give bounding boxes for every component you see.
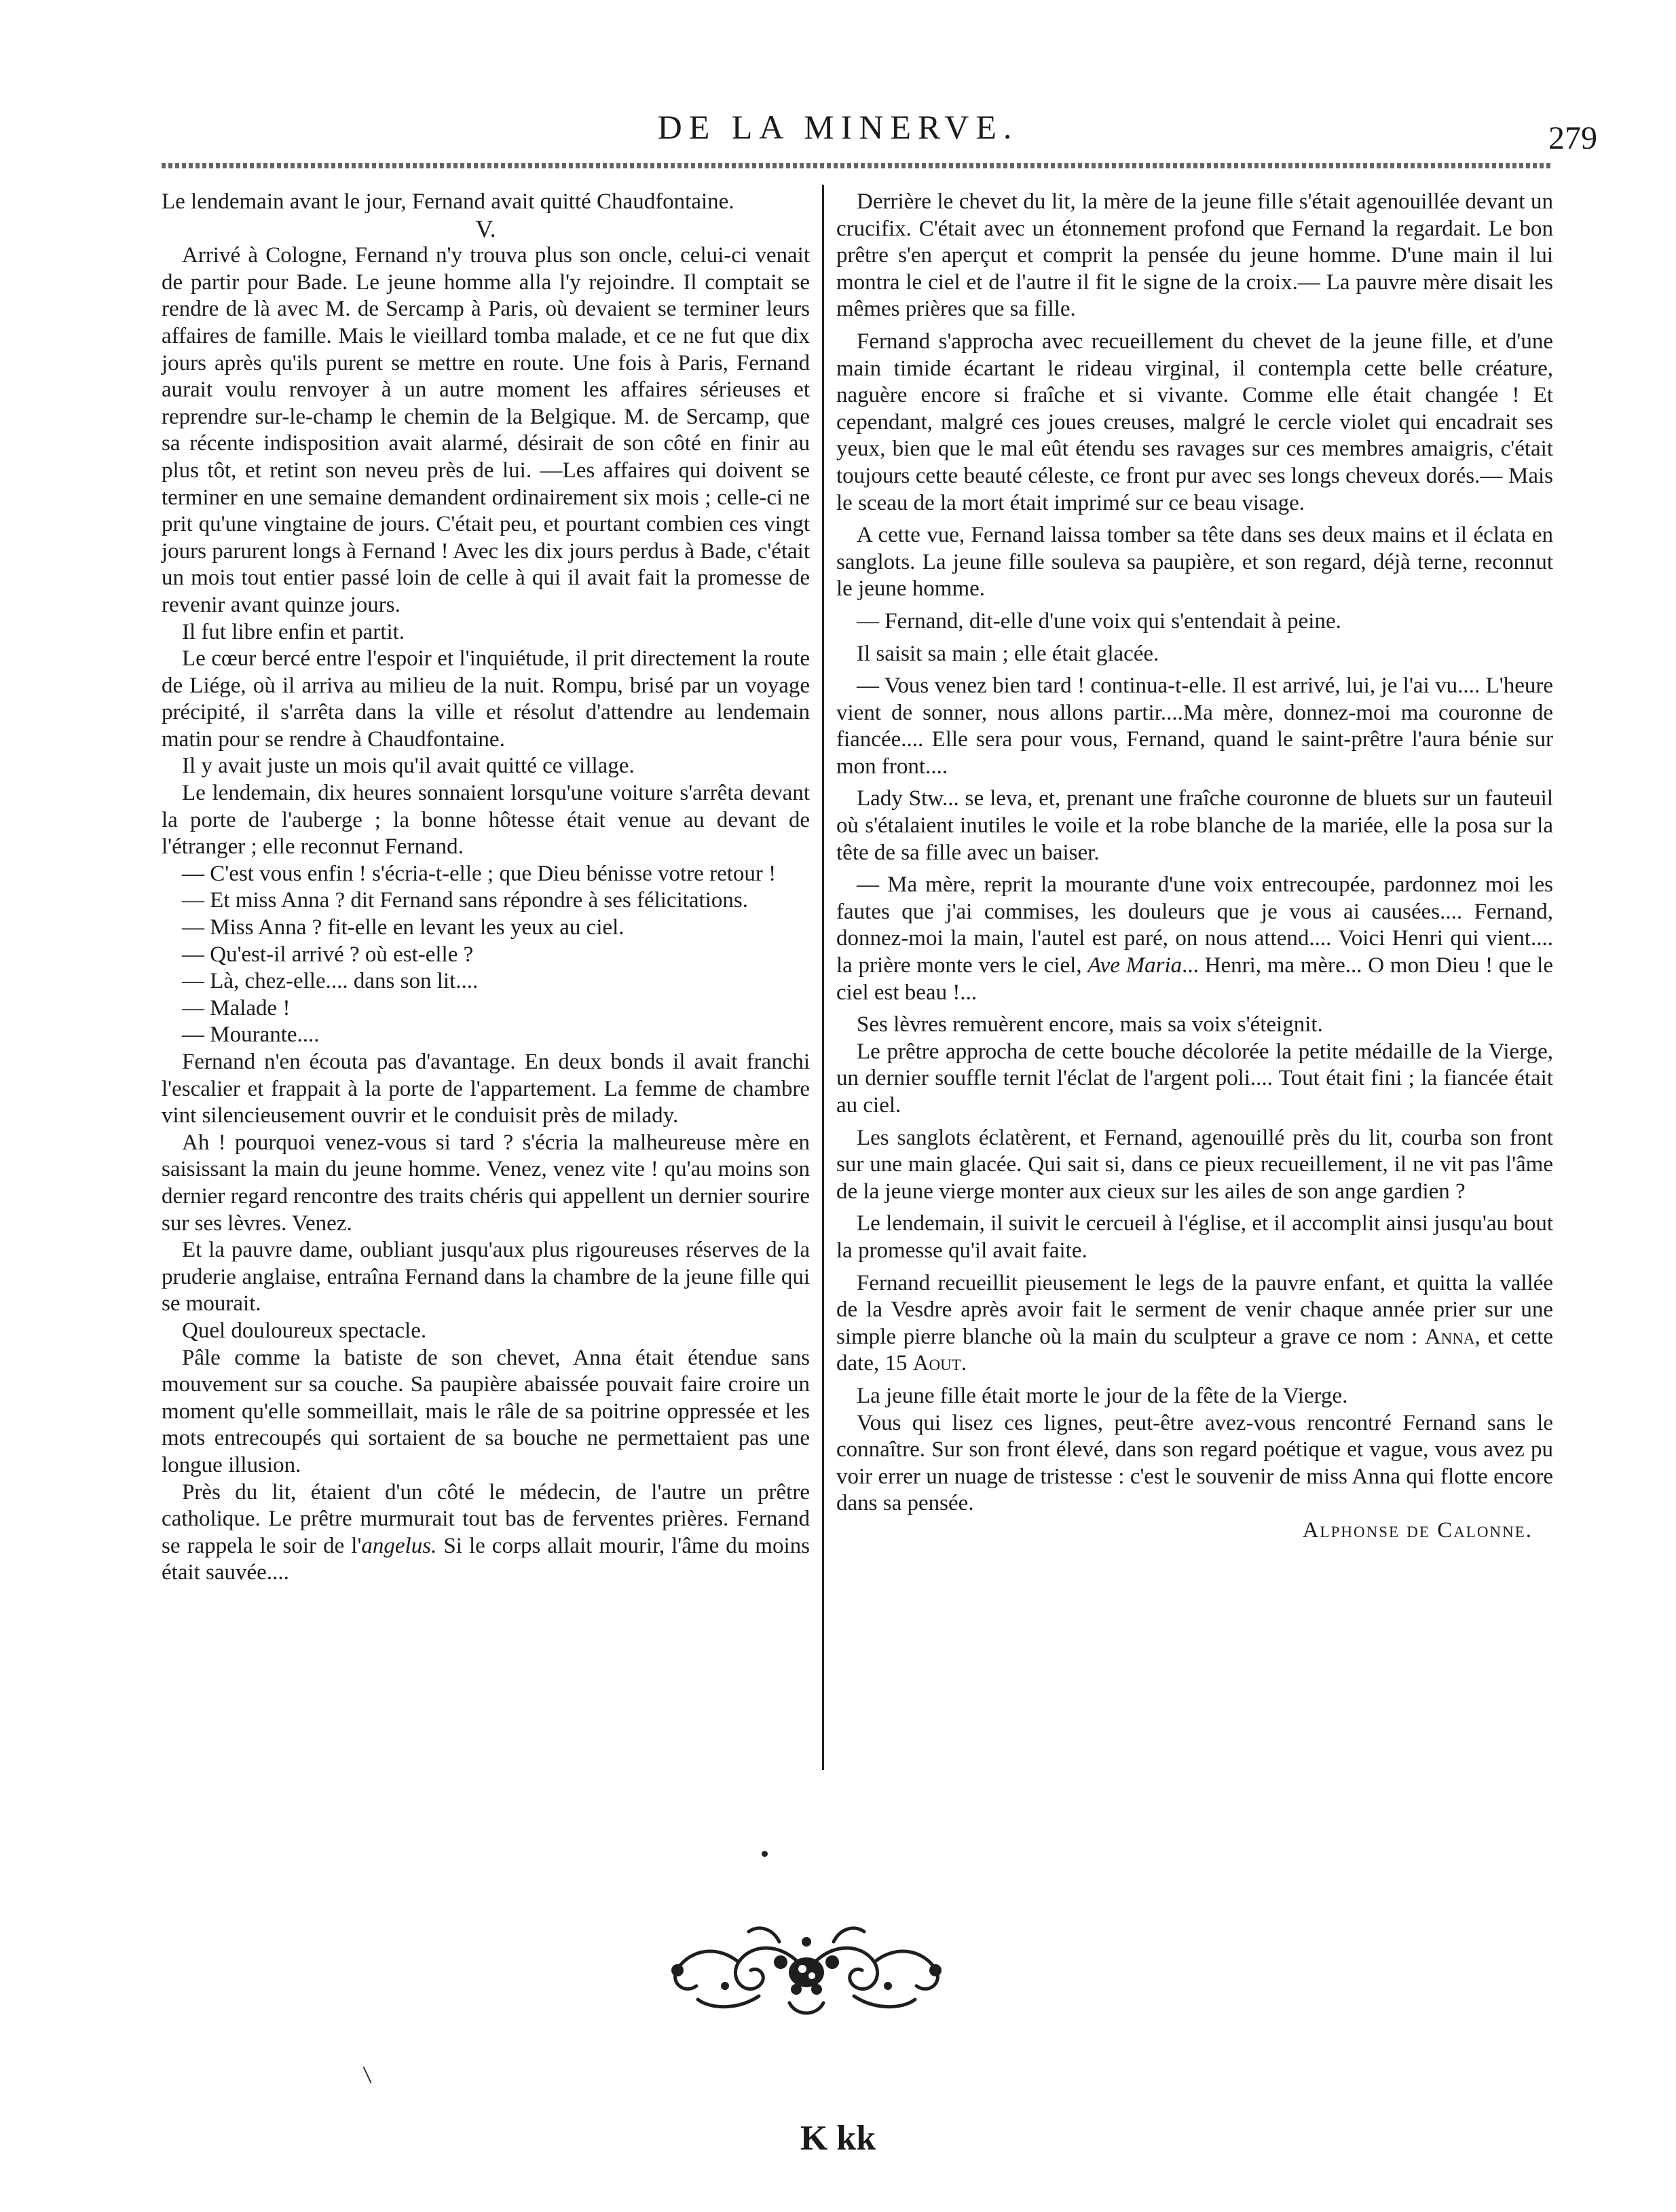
paragraph: — Là, chez-elle.... dans son lit.... — [182, 969, 479, 994]
paragraph: Le cœur bercé entre l'espoir et l'inquiétude, il prit directement la route de Liége, où il arriva au milieu de la nuit. Rompu, brisé par un voyage précipité, il s'arrêta dans la ville et résolut d'attendre au lendemain matin pour se rendre à Chaudfontaine. — [162, 646, 810, 752]
paragraph: Derrière le chevet du lit, la mère de la jeune fille s'était agenouillée devant un crucifix. C'était avec un étonnement profond que Fernand la regardait. Le bon prêtre s'en aperçut et comprit la pensée du jeune homme. D'une main il lui montra le ciel et de l'autre il fit le signe de la croix.— La pauvre mère disait les mêmes prières que sa fille. — [836, 189, 1553, 322]
printer-dot — [762, 1851, 768, 1857]
paragraph: Le lendemain, dix heures sonnaient lorsqu'une voiture s'arrêta devant la porte de l'auberge ; la bonne hôtesse était venue au devant de l'étranger ; elle reconnut Fernand. — [162, 781, 810, 860]
paragraph: — Qu'est-il arrivé ? où est-elle ? — [182, 942, 474, 967]
paragraph: Le lendemain, il suivit le cercueil à l'église, et il accomplit ainsi jusqu'au bout la promesse qu'il avait faite. — [836, 1211, 1553, 1263]
paragraph: Les sanglots éclatèrent, et Fernand, agenouillé près du lit, courba son front sur une main glacée. Qui sait si, dans ce pieux recueillement, il ne vit pas l'âme de la jeune vierge monter aux cieux sur les ailes de son ange gardien ? — [836, 1125, 1553, 1204]
paragraph: Quel douloureux spectacle. — [182, 1318, 427, 1343]
column-divider — [822, 185, 824, 1770]
paragraph: — Fernand, dit-elle d'une voix qui s'entendait à peine. — [857, 608, 1341, 633]
paragraph-text: . — [961, 1351, 967, 1376]
paragraph-text: ... Henri, ma mère... O mon Dieu ! que le ciel est beau !... — [836, 953, 1553, 1005]
signature-mark: K kk — [800, 2119, 876, 2158]
paragraph: Vous qui lisez ces lignes, peut-être avez-vous rencontré Fernand sans le connaître. Sur son front élevé, dans son regard poétique et vague, vous avez pu voir errer un nuage de tristesse : c'est le souvenir de miss Anna qui flotte encore dans sa pensée. — [836, 1410, 1553, 1516]
paragraph-text: — Ma mère, reprit la mourante d'une voix entrecoupée, pardonnez moi les fautes que j'ai commises, les douleurs que je vous ai causées.... Fernand, donnez-moi la main, l'autel est paré, on nous attend.... Voici Henri qui vient.... la prière monte vers le ciel, — [836, 872, 1553, 978]
paragraph — [836, 872, 1553, 1006]
paragraph — [162, 1479, 810, 1587]
paragraph: Pâle comme la batiste de son chevet, Anna était étendue sans mouvement sur sa couche. Sa paupière abaissée pouvait faire croire un moment qu'elle sommeillait, mais le râle de sa poitrine oppressée et les mots entrecoupés qui sortaient de sa bouche ne permettaient pas une longue illusion. — [162, 1345, 810, 1477]
author-signature: Alphonse de Calonne. — [1302, 1517, 1533, 1543]
header-rule — [162, 163, 1553, 168]
section-heading: V. — [475, 215, 496, 242]
paragraph: — Vous venez bien tard ! continua-t-elle. Il est arrivé, lui, je l'ai vu.... L'heure vient de sonner, nous allons partir....Ma mère, donnez-moi ma couronne de fiancée.... Elle sera pour vous, Fernand, quand le saint-prêtre l'aura bénie sur mon front.... — [836, 674, 1553, 779]
paragraph: Arrivé à Cologne, Fernand n'y trouva plus son oncle, celui-ci venait de partir pour Bade. Le jeune homme alla l'y rejoindre. Il comptait se rendre de là avec M. de Sercamp à Paris, où devaient se terminer leurs affaires de famille. Mais le vieillard tomba malade, et ce ne fut que dix jours après qu'ils purent se mettre en route. Une fois à Paris, Fernand aurait voulu renvoyer à un autre moment les affaires sérieuses et reprendre sur-le-champ le chemin de la Belgique. M. de Sercamp, que sa récente indisposition avait alarmé, désirait de son côté en finir au plus tôt, et retint son neveu près de lui. —Les affaires qui doivent se terminer en une semaine demandent ordinairement six mois ; celle-ci ne prit qu'une vingtaine de jours. C'était peu, et pourtant combien ces vingt jours parurent longs à Fernand ! Avec les dix jours perdus à Bade, c'était un mois tout entier passé loin de celle à qui il avait fait la promesse de revenir avant quinze jours. — [162, 243, 810, 617]
paragraph-text: Si le corps allait mourir, l'âme du moins était sauvée.... — [162, 1533, 810, 1585]
paragraph: — Malade ! — [182, 995, 291, 1020]
paragraph: Il fut libre enfin et partit. — [182, 619, 405, 644]
paragraph: — C'est vous enfin ! s'écria-t-elle ; que Dieu bénisse votre retour ! — [182, 861, 777, 886]
paragraph: Le lendemain avant le jour, Fernand avait quitté Chaudfontaine. — [162, 189, 734, 214]
paragraph — [836, 1270, 1553, 1378]
paragraph: — Et miss Anna ? dit Fernand sans répondre à ses félicitations. — [182, 888, 748, 913]
paragraph: Et la pauvre dame, oubliant jusqu'aux plus rigoureuses réserves de la pruderie anglaise, entraîna Fernand dans la chambre de la jeune fille qui se mourait. — [162, 1238, 810, 1316]
engraved-name: Anna — [1424, 1324, 1475, 1349]
angelus-word: angelus. — [361, 1533, 437, 1558]
paragraph: La jeune fille était morte le jour de la fête de la Vierge. — [857, 1383, 1348, 1408]
paragraph-text: Près du lit, étaient d'un côté le médecin, de l'autre un prêtre catholique. Le prêtre murmurait tout bas de ferventes prières. Fernand se rappela le soir de l' — [162, 1479, 810, 1558]
page-number: 279 — [1548, 120, 1597, 156]
paragraph: Ses lèvres remuèrent encore, mais sa voix s'éteignit. — [857, 1012, 1323, 1037]
engraved-month: Aout — [912, 1351, 961, 1376]
paragraph: Lady Stw... se leva, et, prenant une fraîche couronne de bluets sur un fauteuil où s'étalaient inutiles le voile et la robe blanche de la mariée, elle la posa sur la tête de sa fille avec un baiser. — [836, 786, 1553, 865]
ave-maria-words: Ave Maria — [1087, 953, 1182, 978]
paragraph: A cette vue, Fernand laissa tomber sa tête dans ses deux mains et il éclata en sanglots. La jeune fille souleva sa paupière, et son regard, déjà terne, reconnut le jeune homme. — [836, 523, 1553, 602]
running-title: DE LA MINERVE. — [657, 108, 1019, 146]
paragraph: — Miss Anna ? fit-elle en levant les yeux au ciel. — [182, 915, 625, 940]
paragraph: — Mourante.... — [182, 1022, 320, 1048]
paragraph: Fernand s'approcha avec recueillement du chevet de la jeune fille, et d'une main timide écartant le rideau virginal, il contempla cette belle créature, naguère encore si fraîche et si vivante. Comme elle était changée ! Et cependant, malgré ces joues creuses, malgré le cercle violet qui encadrait ses yeux, bien que le mal eût étendu ses ravages sur ces membres amaigris, c'était toujours cette beauté céleste, ce front pur avec ses longs cheveux dorés.— Mais le sceau de la mort était imprimé sur ce beau visage. — [836, 329, 1553, 515]
stray-ink-mark — [363, 2067, 372, 2083]
paragraph: Fernand n'en écouta pas d'avantage. En deux bonds il avait franchi l'escalier et frappait à la porte de l'appartement. La femme de chambre vint silencieusement ouvrir et le conduisit près de milady. — [162, 1050, 810, 1128]
paragraph: Le prêtre approcha de cette bouche décolorée la petite médaille de la Vierge, un dernier souffle ternit l'éclat de l'argent poli.... Tout était fini ; la fiancée était au ciel. — [836, 1039, 1553, 1118]
right-column — [836, 189, 1553, 1545]
paragraph-text: , et cette date, 15 — [836, 1324, 1554, 1376]
paragraph-text: Fernand recueillit pieusement le legs de la pauvre enfant, et quitta la vallée de la Vesdre après avoir fait le serment de venir chaque année prier sur une simple pierre blanche où la main du sculpteur a grave ce nom : — [836, 1270, 1553, 1349]
paragraph: Il y avait juste un mois qu'il avait quitté ce village. — [182, 754, 635, 779]
left-column — [162, 189, 810, 1587]
paragraph: Il saisit sa main ; elle était glacée. — [857, 641, 1159, 666]
floral-vignette-icon — [657, 1915, 956, 2030]
paragraph: Ah ! pourquoi venez-vous si tard ? s'écria la malheureuse mère en saisissant la main du jeune homme. Venez, venez vite ! qu'au moins son dernier regard rencontre des traits chéris qui appellent un dernier sourire sur ses lèvres. Venez. — [162, 1130, 810, 1236]
